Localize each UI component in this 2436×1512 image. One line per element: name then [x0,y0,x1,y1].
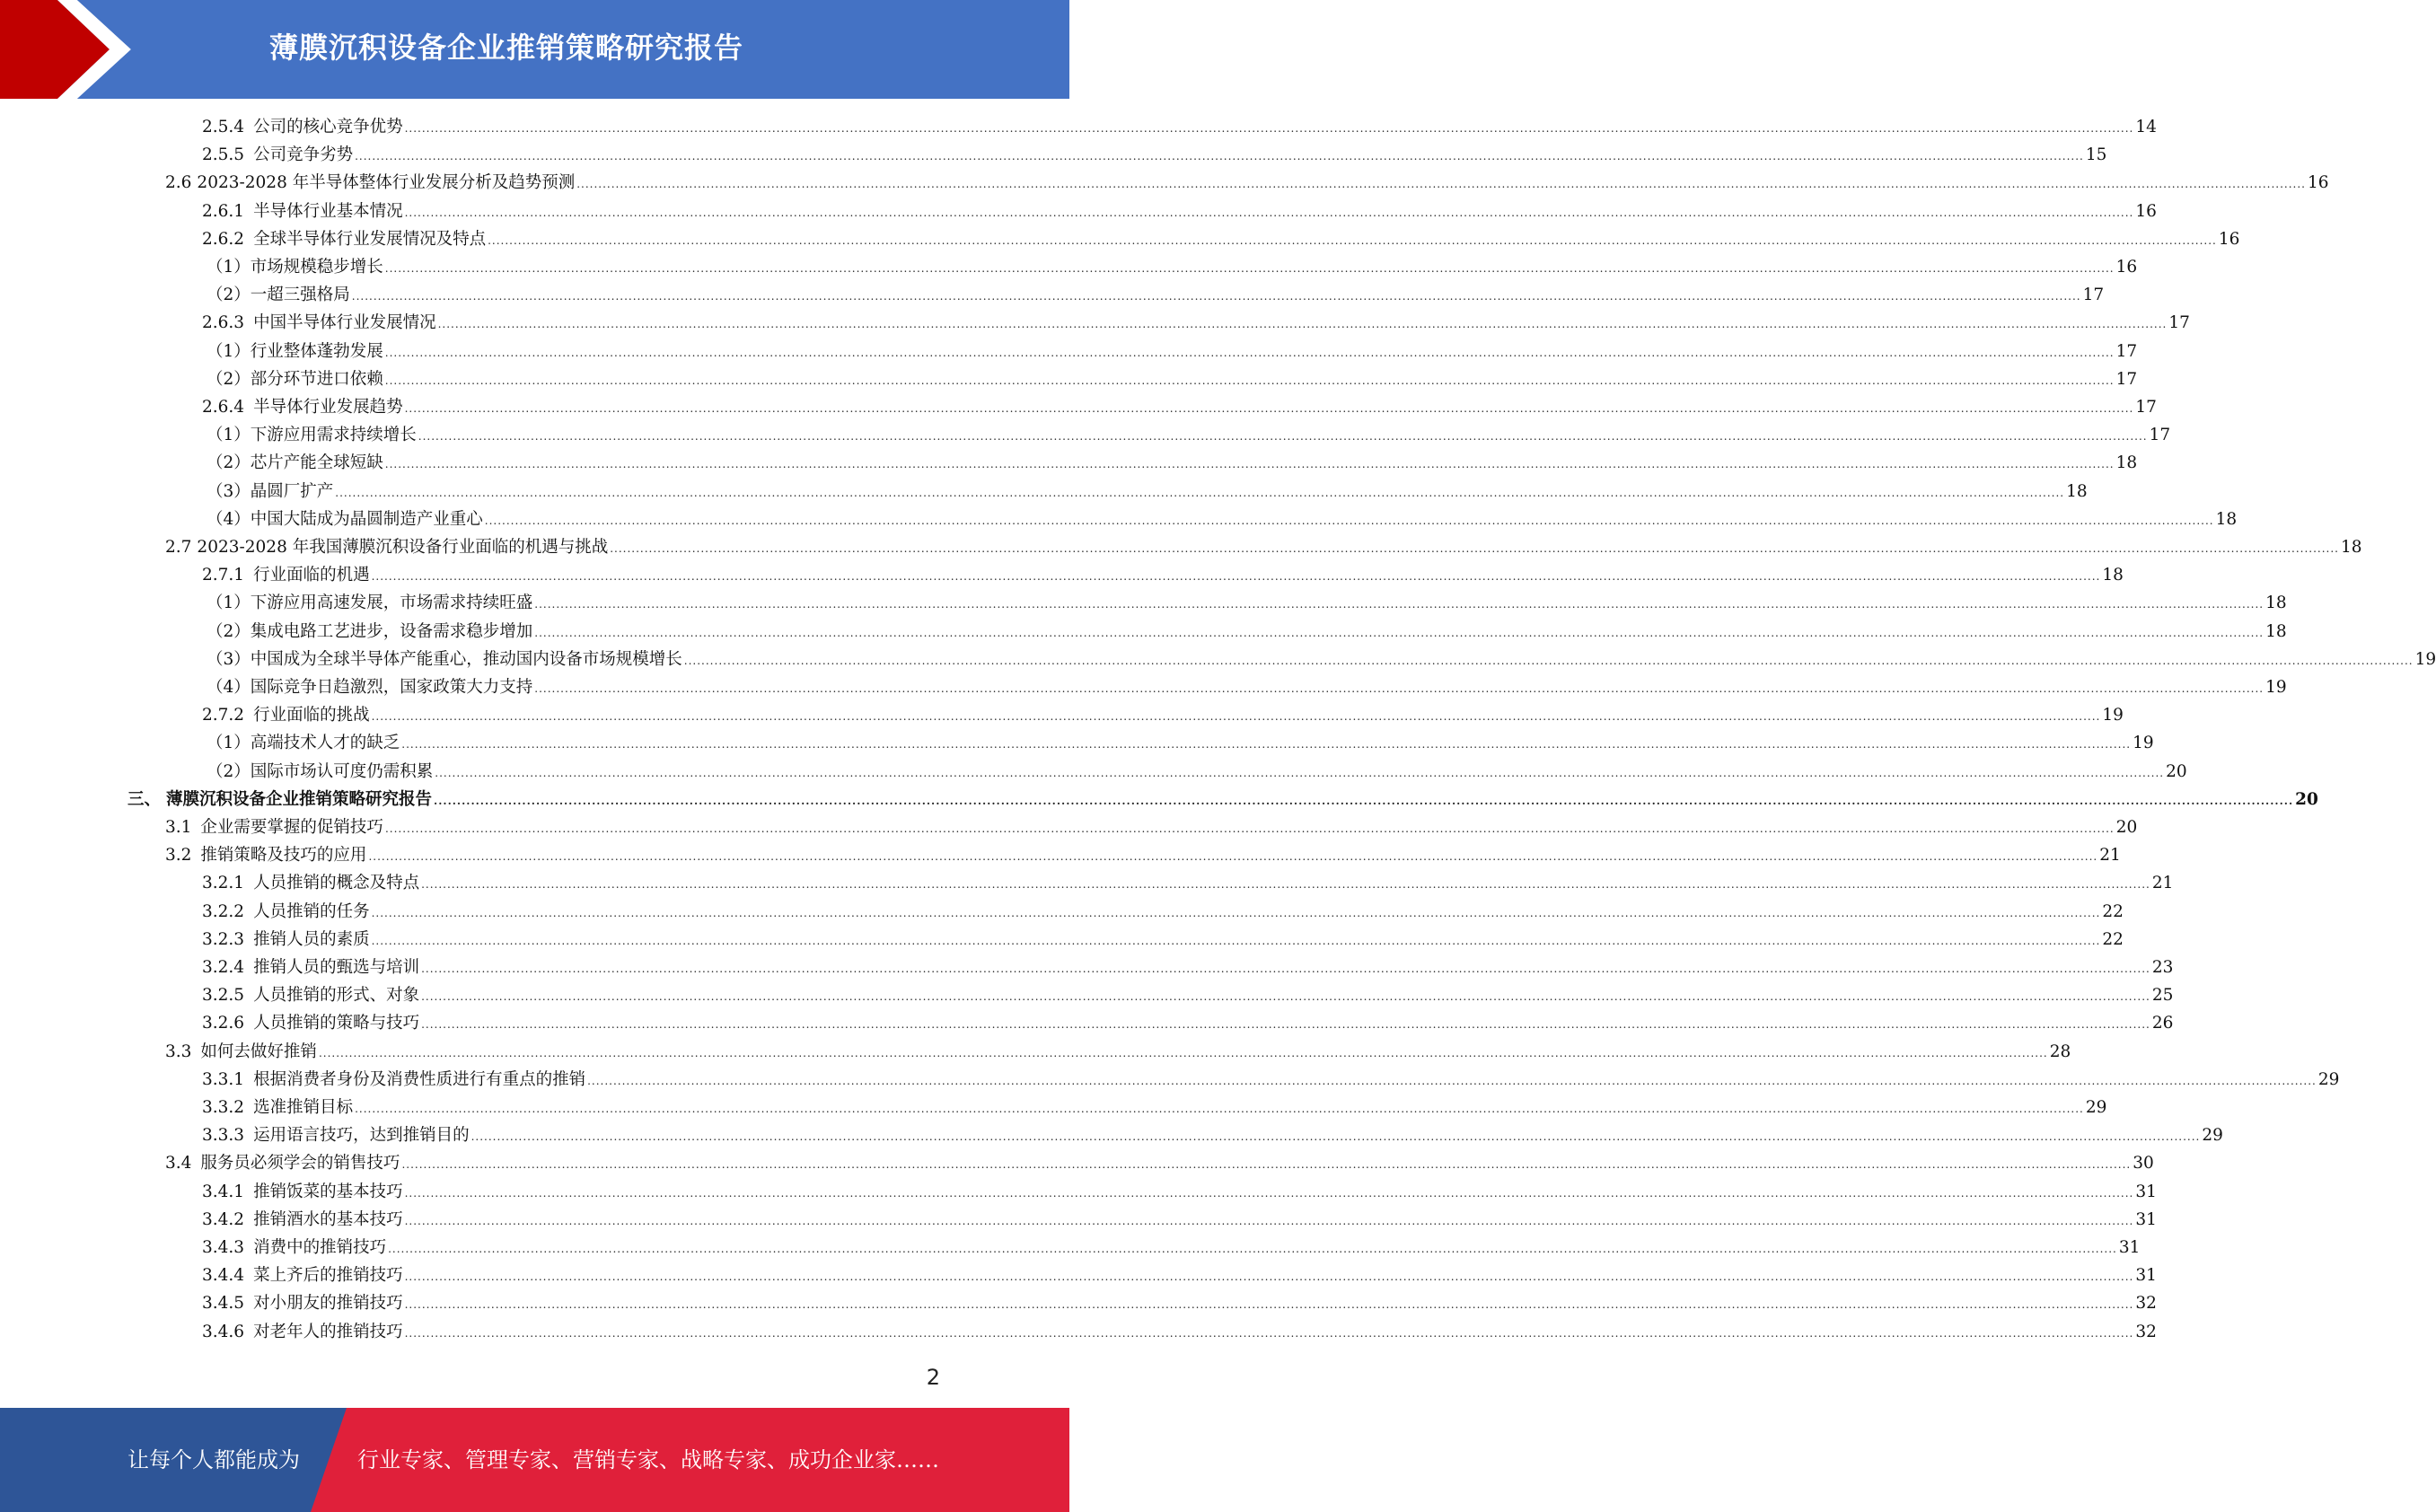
toc-entry-label: 根据消费者身份及消费性质进行有重点的推销 [253,1069,586,1089]
toc-entry[interactable] [202,1094,2107,1122]
toc-entry-label: 下游应用需求持续增长 [250,426,417,445]
toc-entry-page: 18 [2115,453,2138,473]
toc-dot-leader: ................................................................................................................................................................................................................................................................................................................................................................................................................ [404,206,2134,219]
toc-entry-label: 行业整体蓬勃发展 [250,341,383,361]
toc-dot-leader: ................................................................................................................................................................................................................................................................................................................................................................................................................ [404,402,2134,415]
toc-dot-leader: ................................................................................................................................................................................................................................................................................................................................................................................................................ [384,458,2115,471]
toc-dot-leader: ................................................................................................................................................................................................................................................................................................................................................................................................................ [435,766,2165,779]
toc-entry[interactable] [202,1179,2157,1207]
toc-entry-label: 市场规模稳步增长 [250,258,383,277]
toc-entry-label: 消费中的推销技巧 [253,1238,387,1257]
toc-entry-number: 2.5.5 [202,145,245,165]
toc-dot-leader: ................................................................................................................................................................................................................................................................................................................................................................................................................ [421,1018,2150,1032]
toc-dot-leader: ................................................................................................................................................................................................................................................................................................................................................................................................................ [418,430,2148,444]
toc-entry-page: 18 [2265,621,2287,641]
toc-entry-page: 17 [2149,426,2171,445]
toc-entry[interactable] [202,1067,2340,1094]
toc-dot-leader: ................................................................................................................................................................................................................................................................................................................................................................................................................ [534,626,2265,639]
toc-entry-label: 推销人员的素质 [253,929,370,949]
toc-entry[interactable] [165,1150,2154,1178]
toc-entry-number: 3.2.5 [202,986,245,1006]
toc-entry-page: 19 [2414,649,2436,669]
toc-entry-page: 31 [2135,1182,2157,1201]
toc-entry-number: （1） [207,258,251,277]
toc-entry[interactable] [202,1319,2157,1347]
toc-entry-page: 28 [2049,1042,2071,1061]
toc-entry-number: 3.4.1 [202,1182,245,1201]
toc-entry[interactable] [207,759,2187,787]
toc-entry[interactable] [207,254,2138,282]
toc-dot-leader: ................................................................................................................................................................................................................................................................................................................................................................................................................ [421,963,2150,975]
toc-entry-page: 16 [2218,229,2240,249]
toc-dot-leader: ................................................................................................................................................................................................................................................................................................................................................................................................................ [434,794,2294,807]
toc-entry-label: 芯片产能全球短缺 [250,453,383,473]
toc-entry-number: （4） [207,678,251,697]
toc-dot-leader: ................................................................................................................................................................................................................................................................................................................................................................................................................ [371,710,2101,724]
toc-entry[interactable] [165,170,2329,198]
toc-entry[interactable] [202,702,2124,730]
toc-entry-label: 推销酒水的基本技巧 [253,1209,403,1229]
toc-entry-page: 18 [2215,509,2238,529]
toc-entry-label: 部分环节进口依赖 [250,369,383,389]
toc-entry-page: 31 [2135,1209,2157,1229]
toc-entry-number: 3.4.6 [202,1322,245,1341]
toc-entry-label: 菜上齐后的推销技巧 [253,1266,403,1286]
toc-dot-leader: ................................................................................................................................................................................................................................................................................................................................................................................................................ [318,1046,2048,1059]
toc-entry[interactable] [202,114,2157,142]
toc-entry-number: （2） [207,453,251,473]
toc-entry[interactable] [207,422,2171,450]
toc-entry-page: 32 [2135,1322,2157,1341]
toc-entry[interactable] [202,226,2240,254]
toc-entry-number: 3.4 [165,1154,192,1174]
toc-entry-number: 3.2 [165,846,192,866]
toc-dot-leader: ................................................................................................................................................................................................................................................................................................................................................................................................................ [437,318,2168,331]
toc-entry-number: 2.6.3 [202,313,245,333]
toc-entry-page: 29 [2317,1069,2340,1089]
toc-entry[interactable] [207,674,2287,702]
toc-entry[interactable] [207,338,2138,366]
toc-entry-number: 2.6.2 [202,229,245,249]
toc-entry-label: 服务员必须学会的销售技巧 [200,1154,400,1174]
toc-dot-leader: ................................................................................................................................................................................................................................................................................................................................................................................................................ [404,1214,2134,1227]
toc-entry-label: 下游应用高速发展，市场需求持续旺盛 [250,593,533,613]
toc-entry-page: 31 [2135,1266,2157,1286]
toc-entry-page: 20 [2115,818,2138,837]
toc-entry-number: 3.4.4 [202,1266,245,1286]
toc-entry-label: 薄膜沉积设备企业推销策略研究报告 [166,789,433,809]
toc-entry-label: 半导体行业基本情况 [253,201,403,221]
toc-entry-number: （2） [207,761,251,781]
toc-entry-page: 16 [2135,201,2157,221]
header-chevron-decoration [0,0,135,99]
toc-entry-page: 22 [2102,901,2124,921]
toc-entry-label: 人员推销的任务 [253,901,370,921]
toc-entry-number: 3.3.3 [202,1126,245,1146]
toc-entry-page: 18 [2066,481,2088,501]
toc-entry[interactable] [207,450,2138,478]
toc-entry-label: 行业面临的机遇 [253,566,370,585]
toc-entry-label: 半导体行业发展趋势 [253,398,403,417]
toc-entry-number: 2.7.2 [202,706,245,725]
footer-slogan-right: 行业专家、管理专家、营销专家、战略专家、成功企业家…… [357,1447,939,1472]
toc-entry[interactable] [202,982,2174,1010]
toc-dot-leader: ................................................................................................................................................................................................................................................................................................................................................................................................................ [404,1298,2134,1312]
toc-dot-leader: ................................................................................................................................................................................................................................................................................................................................................................................................................ [484,514,2214,527]
toc-entry-label: 2023-2028 年我国薄膜沉积设备行业面临的机遇与挑战 [197,538,609,557]
toc-entry-page: 16 [2308,173,2329,193]
toc-entry-number: （1） [207,593,251,613]
toc-entry-label: 人员推销的策略与技巧 [253,1014,420,1033]
toc-entry-label: 运用语言技巧，达到推销目的 [253,1126,470,1146]
toc-entry-label: 对老年人的推销技巧 [253,1322,403,1341]
toc-dot-leader: ................................................................................................................................................................................................................................................................................................................................................................................................................ [534,598,2265,611]
toc-entry-page: 31 [2118,1238,2141,1257]
toc-dot-leader: ................................................................................................................................................................................................................................................................................................................................................................................................................ [401,738,2132,752]
toc-entry-page: 21 [2099,846,2121,866]
toc-entry[interactable] [202,1290,2157,1318]
toc-entry-number: （3） [207,649,251,669]
toc-entry[interactable] [128,787,2318,814]
toc-entry-number: 3.2.6 [202,1014,245,1033]
footer-slogan-left: 让每个人都能成为 [128,1447,300,1472]
toc-entry[interactable] [207,479,2088,506]
toc-entry-label: 对小朋友的推销技巧 [253,1294,403,1314]
toc-entry-label: 国际市场认可度仍需积累 [250,761,434,781]
page-footer [0,1408,1069,1512]
toc-entry-page: 21 [2151,874,2174,893]
toc-entry-number: 2.7 [165,538,192,557]
toc-entry-number: （1） [207,426,251,445]
toc-entry-page: 18 [2341,538,2362,557]
toc-entry[interactable] [202,1262,2157,1290]
toc-entry[interactable] [202,310,2190,338]
toc-entry-page: 22 [2102,929,2124,949]
toc-entry-number: 3.2.1 [202,874,245,893]
toc-entry-label: 中国成为全球半导体产能重心，推动国内设备市场规模增长 [250,649,682,669]
toc-entry[interactable] [202,1235,2141,1262]
toc-entry-page: 16 [2115,258,2138,277]
toc-dot-leader: ................................................................................................................................................................................................................................................................................................................................................................................................................ [404,122,2134,135]
toc-entry-page: 17 [2168,313,2190,333]
toc-entry[interactable] [202,899,2124,927]
toc-dot-leader: ................................................................................................................................................................................................................................................................................................................................................................................................................ [355,150,2084,163]
toc-entry-label: 公司的核心竞争优势 [253,118,403,136]
toc-entry-label: 选准推销目标 [253,1098,354,1117]
toc-dot-leader: ................................................................................................................................................................................................................................................................................................................................................................................................................ [404,1186,2134,1200]
toc-dot-leader: ................................................................................................................................................................................................................................................................................................................................................................................................................ [384,374,2115,387]
toc-dot-leader: ................................................................................................................................................................................................................................................................................................................................................................................................................ [404,1270,2134,1284]
toc-entry-page: 14 [2135,118,2157,136]
toc-entry[interactable] [202,562,2124,590]
toc-entry-label: 集成电路工艺进步，设备需求稳步增加 [250,621,533,641]
report-title: 薄膜沉积设备企业推销策略研究报告 [269,31,744,65]
toc-dot-leader: ................................................................................................................................................................................................................................................................................................................................................................................................................ [488,233,2217,247]
toc-dot-leader: ................................................................................................................................................................................................................................................................................................................................................................................................................ [371,570,2101,584]
toc-entry-page: 20 [2166,761,2187,781]
toc-entry[interactable] [202,198,2157,226]
toc-entry-page: 17 [2115,341,2138,361]
toc-entry-label: 推销饭菜的基本技巧 [253,1182,403,1201]
toc-dot-leader: ................................................................................................................................................................................................................................................................................................................................................................................................................ [335,486,2065,499]
toc-entry-label: 2023-2028 年半导体整体行业发展分析及趋势预测 [197,173,576,193]
toc-dot-leader: ................................................................................................................................................................................................................................................................................................................................................................................................................ [355,1103,2084,1115]
toc-entry-number: （3） [207,481,251,501]
toc-entry-page: 17 [2115,369,2138,389]
toc-entry-number: 三、 [128,789,162,809]
toc-entry-number: 3.2.4 [202,958,245,977]
toc-entry-number: （1） [207,734,251,753]
toc-dot-leader: ................................................................................................................................................................................................................................................................................................................................................................................................................ [610,542,2339,555]
page-header [0,0,1069,99]
toc-entry[interactable] [207,730,2154,758]
toc-entry[interactable] [165,814,2138,842]
toc-entry-page: 18 [2102,566,2124,585]
toc-entry-page: 30 [2133,1154,2154,1174]
toc-entry-page: 29 [2085,1098,2107,1117]
toc-entry[interactable] [202,394,2157,422]
toc-entry[interactable] [202,1207,2157,1235]
toc-entry-number: 3.2.3 [202,929,245,949]
toc-dot-leader: ................................................................................................................................................................................................................................................................................................................................................................................................................ [388,1243,2117,1255]
toc-entry-number: 2.6.1 [202,201,245,221]
toc-entry[interactable] [207,282,2105,310]
toc-dot-leader: ................................................................................................................................................................................................................................................................................................................................................................................................................ [470,1130,2201,1144]
toc-entry-number: 2.5.4 [202,118,245,136]
toc-entry-number: 3.3 [165,1042,192,1061]
toc-entry-label: 中国半导体行业发展情况 [253,313,436,333]
toc-entry[interactable] [207,619,2287,646]
toc-dot-leader: ................................................................................................................................................................................................................................................................................................................................................................................................................ [683,654,2414,667]
toc-entry-label: 晶圆厂扩产 [250,481,334,501]
toc-entry-label: 全球半导体行业发展情况及特点 [253,229,487,249]
toc-entry-number: 3.4.2 [202,1209,245,1229]
toc-entry-label: 人员推销的概念及特点 [253,874,420,893]
toc-entry-page: 32 [2135,1294,2157,1314]
toc-dot-leader: ................................................................................................................................................................................................................................................................................................................................................................................................................ [421,990,2150,1004]
toc-entry-number: 3.4.5 [202,1294,245,1314]
toc-dot-leader: ................................................................................................................................................................................................................................................................................................................................................................................................................ [534,682,2265,695]
toc-entry-number: （4） [207,509,251,529]
toc-entry[interactable] [165,534,2362,562]
toc-dot-leader: ................................................................................................................................................................................................................................................................................................................................................................................................................ [371,934,2101,947]
toc-entry-number: 2.7.1 [202,566,245,585]
toc-dot-leader: ................................................................................................................................................................................................................................................................................................................................................................................................................ [351,290,2081,303]
toc-entry-label: 推销人员的甄选与培训 [253,958,420,977]
toc-entry-page: 18 [2265,593,2287,613]
toc-dot-leader: ................................................................................................................................................................................................................................................................................................................................................................................................................ [384,346,2115,359]
toc-entry[interactable] [207,366,2138,394]
toc-entry[interactable] [202,870,2174,898]
toc-entry-label: 中国大陆成为晶圆制造产业重心 [250,509,483,529]
toc-entry-number: 3.3.2 [202,1098,245,1117]
toc-dot-leader: ................................................................................................................................................................................................................................................................................................................................................................................................................ [404,1326,2134,1340]
toc-entry-page: 15 [2085,145,2107,165]
toc-entry-page: 17 [2082,286,2105,305]
toc-entry-page: 26 [2151,1014,2174,1033]
toc-entry-number: 3.1 [165,818,192,837]
toc-entry-label: 公司竞争劣势 [253,145,354,165]
toc-entry-number: 2.6.4 [202,398,245,417]
toc-dot-leader: ................................................................................................................................................................................................................................................................................................................................................................................................................ [576,178,2306,191]
toc-entry-label: 高端技术人才的缺乏 [250,734,400,753]
toc-entry-number: 2.6 [165,173,192,193]
toc-entry[interactable] [202,142,2107,170]
toc-entry-label: 推销策略及技巧的应用 [200,846,367,866]
toc-entry[interactable] [202,927,2124,954]
toc-entry-label: 行业面临的挑战 [253,706,370,725]
toc-entry[interactable] [165,842,2121,870]
toc-entry[interactable] [202,1010,2174,1038]
toc-entry[interactable] [207,646,2436,674]
toc-entry-page: 23 [2151,958,2174,977]
toc-entry[interactable] [207,590,2287,618]
toc-entry-number: 3.4.3 [202,1238,245,1257]
toc-entry-page: 25 [2151,986,2174,1006]
toc-entry-label: 如何去做好推销 [200,1042,317,1061]
toc-dot-leader: ................................................................................................................................................................................................................................................................................................................................................................................................................ [368,850,2098,864]
toc-entry-label: 人员推销的形式、对象 [253,986,420,1006]
toc-entry-page: 19 [2265,678,2287,697]
toc-entry-page: 19 [2102,706,2124,725]
toc-entry[interactable] [202,954,2174,982]
toc-entry-label: 国际竞争日趋激烈，国家政策大力支持 [250,678,533,697]
toc-dot-leader: ................................................................................................................................................................................................................................................................................................................................................................................................................ [384,822,2115,835]
toc-entry-label: 一超三强格局 [250,286,350,305]
page-number: 2 [926,1365,940,1390]
toc-entry-number: （2） [207,621,251,641]
toc-entry-page: 17 [2135,398,2157,417]
toc-entry-page: 20 [2295,789,2318,809]
toc-entry-number: （2） [207,369,251,389]
toc-dot-leader: ................................................................................................................................................................................................................................................................................................................................................................................................................ [401,1158,2132,1172]
toc-dot-leader: ................................................................................................................................................................................................................................................................................................................................................................................................................ [587,1074,2317,1087]
toc-entry-page: 19 [2133,734,2154,753]
toc-entry[interactable] [207,506,2238,534]
toc-dot-leader: ................................................................................................................................................................................................................................................................................................................................................................................................................ [384,262,2115,275]
toc-entry[interactable] [165,1039,2071,1067]
toc-dot-leader: ................................................................................................................................................................................................................................................................................................................................................................................................................ [371,906,2101,919]
toc-entry-number: （1） [207,341,251,361]
toc-entry[interactable] [202,1122,2223,1150]
toc-entry-number: （2） [207,286,251,305]
toc-dot-leader: ................................................................................................................................................................................................................................................................................................................................................................................................................ [421,878,2150,892]
toc-entry-label: 企业需要掌握的促销技巧 [200,818,383,837]
toc-entry-number: 3.3.1 [202,1069,245,1089]
toc-entry-number: 3.2.2 [202,901,245,921]
toc-entry-page: 29 [2202,1126,2223,1146]
